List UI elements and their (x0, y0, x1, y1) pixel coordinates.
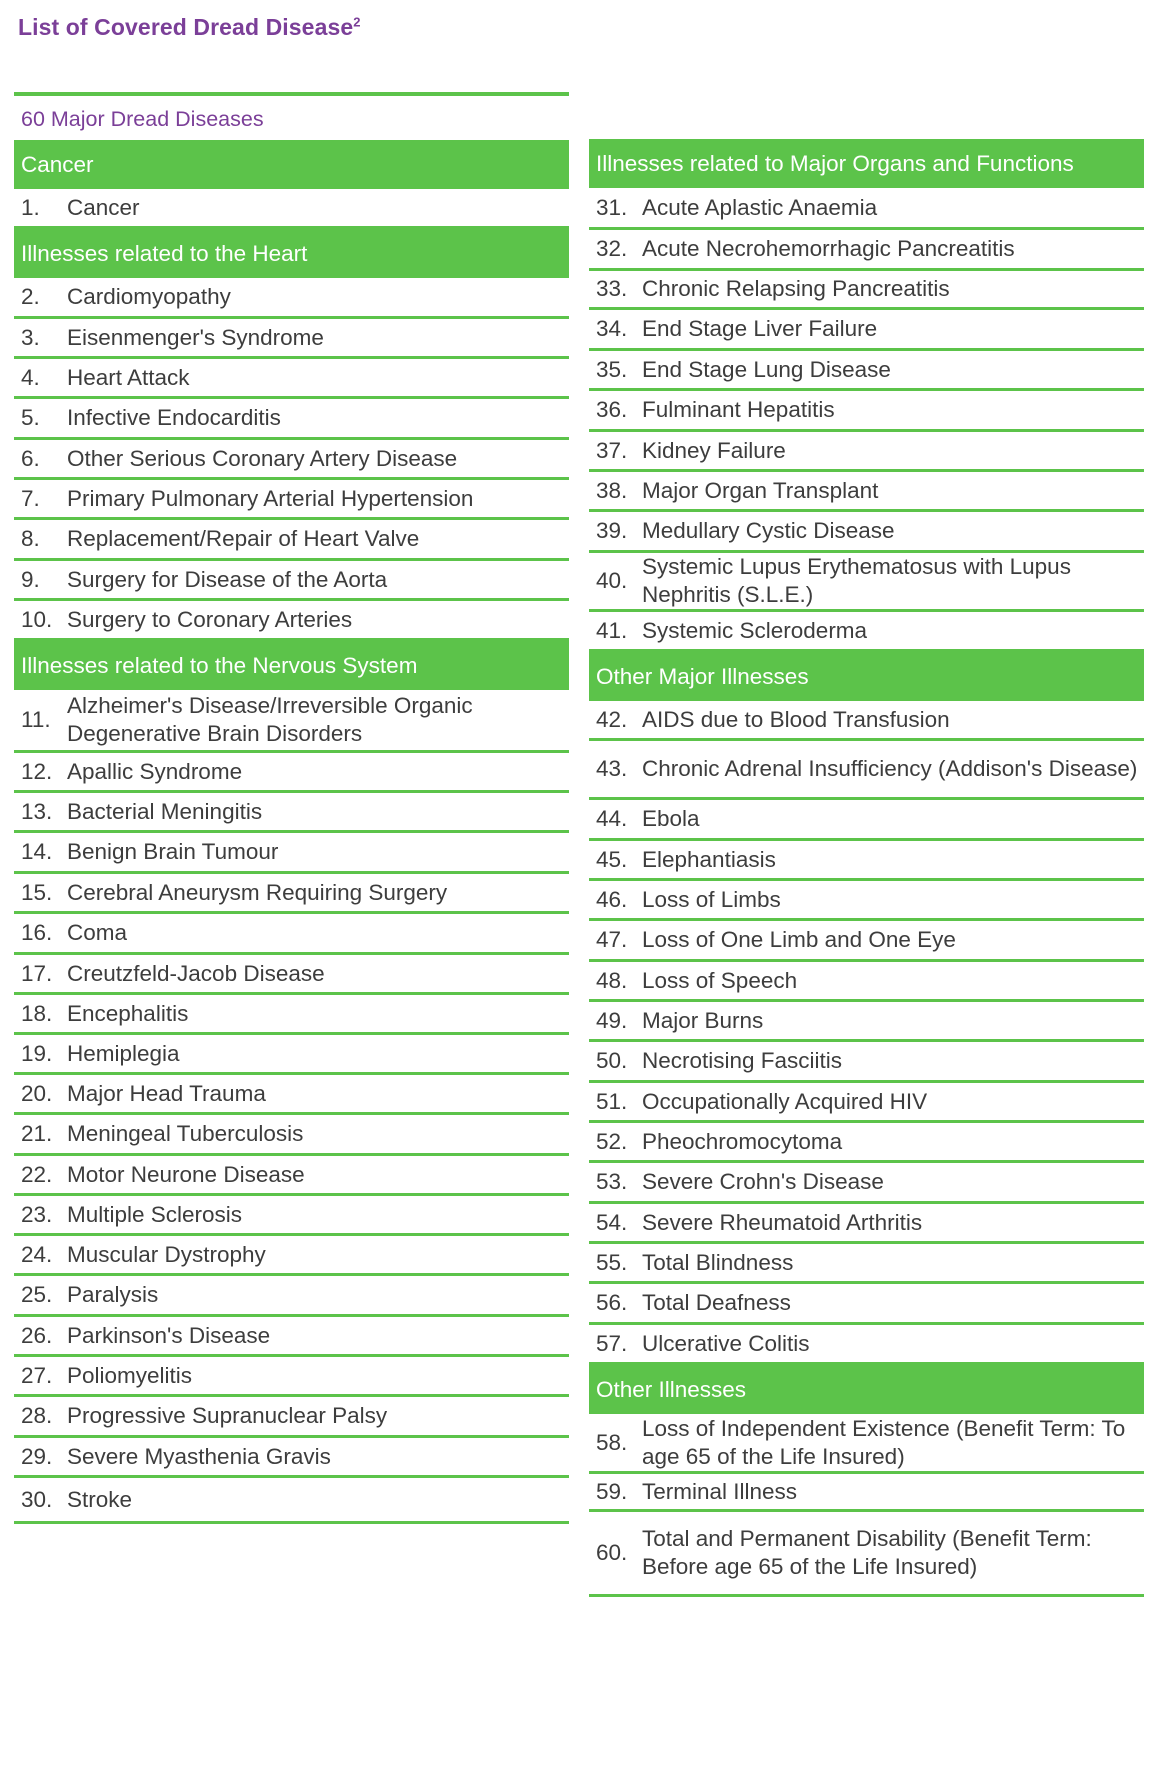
disease-row (589, 1512, 1144, 1597)
item-number: 32. (596, 236, 628, 261)
disease-row (14, 793, 569, 833)
disease-row (14, 690, 569, 753)
item-number: 14. (21, 839, 53, 864)
item-number: 8. (21, 526, 40, 551)
item-number: 34. (596, 316, 628, 341)
item-number: 49. (596, 1007, 628, 1033)
disease-row (14, 480, 569, 520)
disease-row (589, 1284, 1144, 1325)
disease-row (14, 278, 569, 319)
disease-name: Surgery for Disease of the Aorta (67, 566, 388, 592)
disease-row (14, 995, 569, 1035)
disease-row (589, 881, 1144, 921)
item-number: 23. (21, 1201, 53, 1227)
item-number: 28. (21, 1403, 53, 1428)
disease-row (589, 1325, 1144, 1365)
disease-row (589, 841, 1144, 881)
disease-row (14, 189, 569, 229)
disease-row (14, 1357, 569, 1397)
disease-row (589, 512, 1144, 553)
item-number: 45. (596, 846, 628, 872)
item-number: 21. (21, 1121, 53, 1146)
disease-name: Loss of Independent Existence (Benefit Term: To age 65 of the Life Insured) (642, 1415, 1126, 1469)
disease-row (14, 914, 569, 955)
disease-row (589, 1163, 1144, 1204)
disease-name: Parkinson's Disease (67, 1322, 271, 1348)
disease-row (14, 1156, 569, 1196)
disease-row (589, 432, 1144, 472)
item-number: 6. (21, 445, 40, 471)
item-number: 11. (21, 707, 51, 732)
disease-name: Severe Crohn's Disease (642, 1169, 884, 1194)
item-number: 24. (21, 1241, 53, 1267)
disease-name: Poliomyelitis (67, 1362, 193, 1388)
disease-name: Chronic Adrenal Insufficiency (Addison's Disease) (642, 756, 1138, 781)
disease-name: End Stage Lung Disease (642, 356, 891, 382)
disease-row (589, 271, 1144, 310)
item-number: 5. (21, 405, 40, 430)
item-number: 22. (21, 1161, 53, 1187)
section-header-other-illnesses: Other Illnesses (589, 1365, 1144, 1414)
disease-row (14, 601, 569, 641)
item-number: 57. (596, 1330, 628, 1356)
item-number: 2. (21, 284, 40, 309)
disease-row (14, 319, 569, 359)
disease-name: Motor Neurone Disease (67, 1161, 305, 1187)
section-header-other-major-illnesses: Other Major Illnesses (589, 652, 1144, 701)
page-title (18, 14, 361, 41)
disease-row (589, 391, 1144, 432)
item-number: 3. (21, 324, 40, 350)
footnote-marker: 2 (353, 14, 361, 30)
disease-row (589, 230, 1144, 271)
item-number: 4. (21, 364, 40, 390)
item-number: 54. (596, 1209, 628, 1235)
disease-row (14, 359, 569, 399)
disease-name: Stroke (67, 1486, 133, 1512)
item-number: 51. (596, 1088, 628, 1114)
item-number: 19. (21, 1040, 53, 1066)
item-number: 33. (596, 276, 628, 301)
disease-name: Loss of Speech (642, 967, 798, 993)
item-number: 36. (596, 397, 628, 422)
disease-name: Total and Permanent Disability (Benefit Term: Before age 65 of the Life Insured) (642, 1526, 1092, 1579)
disease-name: Total Blindness (642, 1249, 794, 1275)
item-number: 18. (21, 1000, 53, 1026)
item-number: 31. (596, 194, 628, 220)
section-header-cancer: Cancer (14, 140, 569, 189)
disease-name: Benign Brain Tumour (67, 839, 279, 864)
item-number: 12. (21, 758, 53, 784)
item-number: 17. (21, 960, 53, 986)
disease-name: Occupationally Acquired HIV (642, 1088, 928, 1114)
disease-name: Loss of One Limb and One Eye (642, 927, 956, 952)
disease-row (14, 1478, 569, 1524)
page-title-text: List of Covered Dread Disease (18, 14, 354, 40)
disease-row (589, 310, 1144, 351)
disease-name: Acute Necrohemorrhagic Pancreatitis (642, 236, 1015, 261)
item-number: 50. (596, 1048, 628, 1073)
disease-row (589, 701, 1144, 741)
disease-row (589, 1474, 1144, 1512)
item-number: 42. (596, 706, 628, 732)
item-number: 16. (21, 920, 53, 945)
disease-row (14, 1438, 569, 1478)
section-header-illnesses-related-to-the-heart: Illnesses related to the Heart (14, 229, 569, 278)
subheading: 60 Major Dread Diseases (21, 107, 264, 131)
item-number: 44. (596, 806, 628, 831)
disease-row (589, 1244, 1144, 1284)
disease-row (14, 1196, 569, 1236)
disease-name: Bacterial Meningitis (67, 798, 263, 824)
disease-row (589, 1002, 1144, 1042)
disease-name: Meningeal Tuberculosis (67, 1121, 304, 1146)
disease-name: Systemic Scleroderma (642, 617, 868, 643)
item-number: 40. (596, 568, 628, 593)
disease-name: Necrotising Fasciitis (642, 1048, 843, 1073)
item-number: 27. (21, 1362, 53, 1388)
right-column (589, 139, 1144, 1597)
item-number: 52. (596, 1128, 628, 1154)
item-number: 55. (596, 1249, 628, 1275)
item-number: 1. (21, 194, 40, 220)
disease-name: Medullary Cystic Disease (642, 518, 895, 543)
disease-name: Eisenmenger's Syndrome (67, 324, 324, 350)
disease-name: Apallic Syndrome (67, 758, 243, 784)
disease-row (589, 472, 1144, 512)
item-number: 20. (21, 1080, 53, 1106)
disease-row (14, 561, 569, 601)
disease-name: Progressive Supranuclear Palsy (67, 1403, 388, 1428)
disease-name: Surgery to Coronary Arteries (67, 606, 353, 632)
disease-name: Major Organ Transplant (642, 477, 879, 503)
disease-name: Fulminant Hepatitis (642, 397, 835, 422)
disease-row (14, 833, 569, 874)
disease-name: Coma (67, 920, 128, 945)
disease-row (589, 1042, 1144, 1083)
disease-row (589, 553, 1144, 612)
disease-row (589, 1123, 1144, 1163)
item-number: 37. (596, 437, 628, 463)
disease-name: Other Serious Coronary Artery Disease (67, 445, 458, 471)
disease-name: Systemic Lupus Erythematosus with Lupus Nephritis (S.L.E.) (642, 554, 1071, 607)
disease-row (14, 1317, 569, 1357)
item-number: 43. (596, 756, 628, 781)
item-number: 7. (21, 485, 40, 511)
disease-name: Severe Rheumatoid Arthritis (642, 1209, 923, 1235)
disease-row (589, 800, 1144, 841)
item-number: 41. (596, 617, 628, 643)
disease-name: AIDS due to Blood Transfusion (642, 706, 950, 732)
disease-row (589, 921, 1144, 962)
disease-row (14, 1115, 569, 1156)
disease-row (589, 741, 1144, 800)
disease-row (14, 1075, 569, 1115)
item-number: 48. (596, 967, 628, 993)
disease-name: Ulcerative Colitis (642, 1330, 810, 1356)
disease-row (589, 1204, 1144, 1244)
item-number: 35. (596, 356, 628, 382)
disease-name: Alzheimer's Disease/Irreversible Organic Degenerative Brain Disorders (67, 693, 473, 746)
disease-name: Kidney Failure (642, 437, 786, 463)
item-number: 39. (596, 518, 628, 543)
item-number: 25. (21, 1282, 53, 1307)
left-column (14, 92, 569, 1524)
disease-name: Ebola (642, 806, 700, 831)
disease-name: Cancer (67, 194, 140, 220)
disease-row (14, 440, 569, 480)
disease-row (14, 1276, 569, 1317)
item-number: 58. (596, 1429, 628, 1455)
item-number: 46. (596, 886, 628, 912)
item-number: 47. (596, 927, 628, 952)
disease-name: Acute Aplastic Anaemia (642, 194, 878, 220)
disease-name: Encephalitis (67, 1000, 189, 1026)
disease-name: Replacement/Repair of Heart Valve (67, 526, 420, 551)
right-disease-list (589, 139, 1144, 1597)
item-number: 10. (21, 606, 53, 632)
section-header-illnesses-related-to-the-nervous-system: Illnesses related to the Nervous System (14, 641, 569, 690)
section-header-illnesses-related-to-major-organs-and-functions: Illnesses related to Major Organs and Functions (589, 139, 1144, 188)
disease-name: Heart Attack (67, 364, 190, 390)
disease-row (589, 351, 1144, 391)
disease-name: Major Head Trauma (67, 1080, 266, 1106)
item-number: 38. (596, 477, 628, 503)
disease-name: Total Deafness (642, 1290, 791, 1315)
disease-row (589, 962, 1144, 1002)
item-number: 26. (21, 1322, 53, 1348)
item-number: 56. (596, 1290, 628, 1315)
disease-row (14, 955, 569, 995)
disease-name: Severe Myasthenia Gravis (67, 1443, 331, 1469)
disease-row (14, 520, 569, 561)
item-number: 60. (596, 1540, 628, 1565)
disease-name: Major Burns (642, 1007, 764, 1033)
disease-name: Cerebral Aneurysm Requiring Surgery (67, 879, 448, 905)
disease-row (589, 188, 1144, 230)
item-number: 53. (596, 1169, 628, 1194)
disease-row (589, 1083, 1144, 1123)
disease-row (589, 1414, 1144, 1474)
disease-row (14, 399, 569, 440)
disease-row (589, 612, 1144, 652)
disease-name: Elephantiasis (642, 846, 776, 872)
disease-name: Muscular Dystrophy (67, 1241, 266, 1267)
disease-row (14, 753, 569, 793)
disease-row (14, 1035, 569, 1075)
disease-name: Terminal Illness (642, 1478, 798, 1504)
item-number: 9. (21, 566, 40, 592)
item-number: 30. (21, 1486, 53, 1512)
disease-row (14, 1397, 569, 1438)
disease-name: Multiple Sclerosis (67, 1201, 243, 1227)
disease-name: Paralysis (67, 1282, 159, 1307)
item-number: 29. (21, 1443, 53, 1469)
disease-row (14, 1236, 569, 1276)
item-number: 13. (21, 798, 53, 824)
item-number: 59. (596, 1478, 628, 1504)
disease-name: Primary Pulmonary Arterial Hypertension (67, 485, 474, 511)
disease-name: Loss of Limbs (642, 886, 781, 912)
disease-name: End Stage Liver Failure (642, 316, 878, 341)
disease-row (14, 874, 569, 914)
disease-name: Hemiplegia (67, 1040, 180, 1066)
disease-name: Creutzfeld-Jacob Disease (67, 960, 325, 986)
disease-name: Cardiomyopathy (67, 284, 231, 309)
disease-name: Chronic Relapsing Pancreatitis (642, 276, 950, 301)
disease-name: Pheochromocytoma (642, 1128, 843, 1154)
disease-name: Infective Endocarditis (67, 405, 281, 430)
item-number: 15. (21, 879, 53, 905)
left-disease-list (14, 140, 569, 1524)
